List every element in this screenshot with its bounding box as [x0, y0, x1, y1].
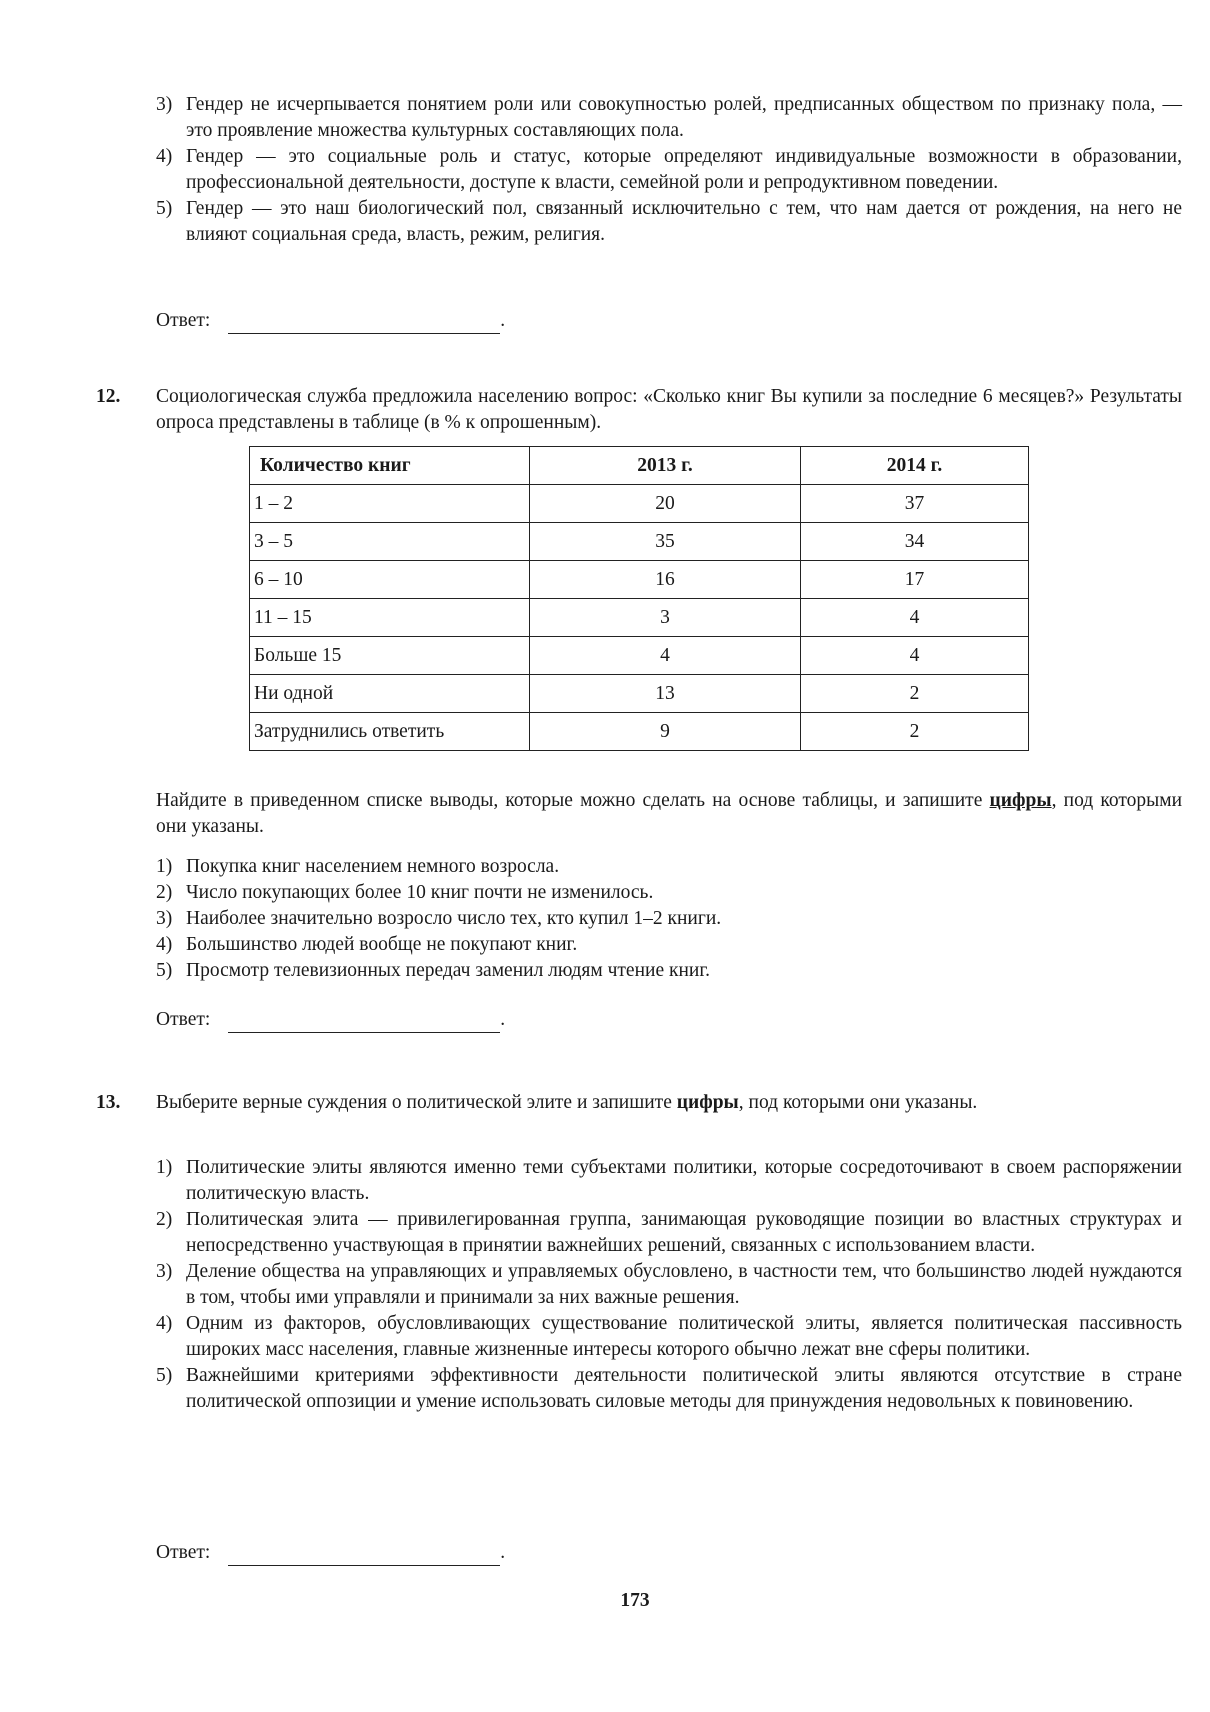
table-row: [250, 599, 1029, 637]
table-cell: 13: [530, 675, 801, 713]
option-2: 2) Число покупающих более 10 книг почти не изменилось.: [156, 882, 654, 903]
table-cell: Больше 15: [250, 637, 530, 675]
table-cell: 37: [801, 485, 1029, 523]
question-12-instruction: Найдите в приведенном списке выводы, которые можно сделать на основе таблицы, и запишите цифры, под которыми они указаны.: [156, 790, 1182, 837]
prev-question-options: [156, 92, 1182, 248]
question-13-text: Выберите верные суждения о политической элите и запишите цифры, под которыми они указаны.: [156, 1092, 978, 1113]
option-1: 1) Покупка книг населением немного возросла.: [156, 856, 560, 877]
table-row: [250, 523, 1029, 561]
table-cell: 20: [530, 485, 801, 523]
table-row: [250, 637, 1029, 675]
question-13-options: [156, 1155, 1182, 1415]
answer-line[interactable]: [228, 1012, 500, 1033]
option-3: 3) Гендер не исчерпывается понятием роли или совокупностью ролей, предписанных обществом по признаку пола, — это проявление множества культурных составляющих пола.: [156, 94, 1182, 141]
question-number: 12.: [96, 386, 121, 407]
option-1: 1) Политические элиты являются именно теми субъектами политики, которые сосредоточивают в своем распоряжении политическую власть.: [156, 1157, 1182, 1204]
question-number: 13.: [96, 1092, 121, 1113]
option-3: 3) Деление общества на управляющих и управляемых обусловлено, в частности тем, что большинство людей нуждаются в том, чтобы ими управляли и принимали за них важные решения.: [156, 1261, 1182, 1308]
page-number: 173: [620, 1590, 650, 1611]
column-header: 2013 г.: [530, 447, 801, 485]
table-row: [250, 561, 1029, 599]
option-4: 4) Гендер — это социальные роль и статус, которые определяют индивидуальные возможности в образовании, профессиональной деятельности, доступе к власти, семейной роли и репродуктивном поведении.: [156, 146, 1182, 193]
column-header: Количество книг: [250, 447, 530, 485]
table-header: [250, 447, 1029, 485]
table-cell: 3: [530, 599, 801, 637]
answer-line[interactable]: [228, 1545, 500, 1566]
option-5: 5) Важнейшими критериями эффективности деятельности политической элиты являются отсутствие в стране политической оппозиции и умение использовать силовые методы для принуждения недовольных к повиновению.: [156, 1365, 1182, 1412]
table-cell: 35: [530, 523, 801, 561]
table-cell: 3 – 5: [250, 523, 530, 561]
table-cell: Затруднились ответить: [250, 713, 530, 751]
answer-field-13[interactable]: Ответ: .: [156, 1540, 505, 1566]
answer-field-12[interactable]: Ответ: .: [156, 1007, 505, 1033]
table-cell: 9: [530, 713, 801, 751]
table-row: [250, 713, 1029, 751]
table-cell: 6 – 10: [250, 561, 530, 599]
table-cell: 4: [801, 599, 1029, 637]
option-2: 2) Политическая элита — привилегированная группа, занимающая руководящие позиции во властных структурах и непосредственно участвующая в принятии важнейших решений, связанных с использованием власти.: [156, 1209, 1182, 1256]
table-cell: 16: [530, 561, 801, 599]
table-cell: 2: [801, 675, 1029, 713]
answer-line[interactable]: [228, 313, 500, 334]
column-header: 2014 г.: [801, 447, 1029, 485]
answer-field-prev[interactable]: Ответ: .: [156, 308, 505, 334]
table-cell: 11 – 15: [250, 599, 530, 637]
table-row: [250, 485, 1029, 523]
question-12-options: [156, 854, 1182, 984]
table-cell: 4: [530, 637, 801, 675]
table-cell: 34: [801, 523, 1029, 561]
question-12-text: Социологическая служба предложила населению вопрос: «Сколько книг Вы купили за последние 6 месяцев?» Результаты опроса представлены в таблице (в % к опрошенным).: [156, 386, 1182, 433]
option-5: 5) Просмотр телевизионных передач заменил людям чтение книг.: [156, 960, 710, 981]
option-5: 5) Гендер — это наш биологический пол, связанный исключительно с тем, что нам дается от рождения, на него не влияют социальная среда, власть, режим, религия.: [156, 198, 1182, 245]
table-row: [250, 675, 1029, 713]
table-cell: 4: [801, 637, 1029, 675]
table-cell: Ни одной: [250, 675, 530, 713]
option-4: 4) Одним из факторов, обусловливающих существование политической элиты, является политическая пассивность широких масс населения, главные жизненные интересы которого обычно лежат вне сферы политики.: [156, 1313, 1182, 1360]
option-4: 4) Большинство людей вообще не покупают книг.: [156, 934, 578, 955]
table-cell: 17: [801, 561, 1029, 599]
survey-table: [249, 446, 1029, 751]
table-cell: 2: [801, 713, 1029, 751]
table-cell: 1 – 2: [250, 485, 530, 523]
option-3: 3) Наиболее значительно возросло число тех, кто купил 1–2 книги.: [156, 908, 722, 929]
